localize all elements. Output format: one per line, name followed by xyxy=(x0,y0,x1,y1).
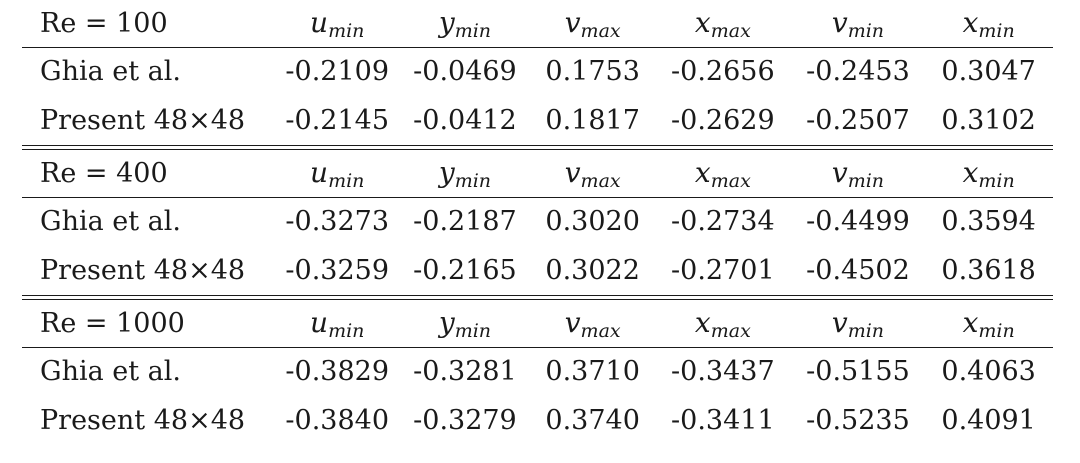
column-header: $y_{min}$ xyxy=(438,155,492,192)
table-cell: 0.3740 xyxy=(545,404,640,436)
table-cell: 0.3047 xyxy=(941,56,1036,87)
table-cell: -0.2187 xyxy=(413,206,517,237)
table-cell: 0.4091 xyxy=(941,404,1036,436)
table-cell: -0.2734 xyxy=(671,206,775,237)
column-header: $y_{min}$ xyxy=(438,305,492,342)
table-cell: -0.2507 xyxy=(806,104,910,136)
column-header: $v_{max}$ xyxy=(564,155,621,192)
column-header: $x_{min}$ xyxy=(962,305,1015,342)
table-cell: -0.4499 xyxy=(806,206,910,237)
table-cell: 0.3710 xyxy=(545,356,640,387)
table-cell: -0.2701 xyxy=(671,254,775,286)
table-row xyxy=(22,395,1053,445)
table-cell: -0.2165 xyxy=(413,254,517,286)
table-cell: 0.1817 xyxy=(545,104,640,136)
row-label: Present 48×48 xyxy=(40,404,246,436)
column-header: $x_{max}$ xyxy=(694,155,751,192)
table-cell: -0.3281 xyxy=(413,356,517,387)
column-header: $x_{min}$ xyxy=(962,155,1015,192)
column-header: $v_{min}$ xyxy=(831,5,885,42)
column-header: $v_{min}$ xyxy=(831,155,885,192)
table-cell: -0.3829 xyxy=(285,356,390,387)
table-cell: -0.5235 xyxy=(806,404,910,436)
table-row xyxy=(22,348,1053,395)
column-header: $u_{min}$ xyxy=(310,305,365,342)
table-cell: 0.3022 xyxy=(545,254,640,286)
column-header: $x_{max}$ xyxy=(694,305,751,342)
column-header: $v_{max}$ xyxy=(564,305,621,342)
reynolds-label: Re = 400 xyxy=(40,158,168,189)
column-header: $x_{max}$ xyxy=(694,5,751,42)
table-cell: -0.3279 xyxy=(413,404,517,436)
table-cell: -0.2453 xyxy=(806,56,910,87)
table-cell: 0.3618 xyxy=(941,254,1036,286)
table-cell: -0.2656 xyxy=(671,56,775,87)
table-cell: -0.3840 xyxy=(285,404,390,436)
table-header-row xyxy=(22,0,1053,47)
table-block-re-400 xyxy=(22,150,1053,295)
table-block-re-100 xyxy=(22,0,1053,145)
row-label: Ghia et al. xyxy=(40,56,181,87)
table-row xyxy=(22,95,1053,145)
table-cell: -0.3411 xyxy=(671,404,775,436)
comparison-table xyxy=(22,0,1053,445)
table-header-row xyxy=(22,300,1053,347)
reynolds-label: Re = 100 xyxy=(40,8,168,39)
table-cell: -0.2109 xyxy=(285,56,390,87)
table-cell: -0.5155 xyxy=(806,356,910,387)
table-cell: -0.2145 xyxy=(285,104,390,136)
reynolds-label: Re = 1000 xyxy=(40,308,185,339)
table-cell: -0.4502 xyxy=(806,254,910,286)
table-row xyxy=(22,48,1053,95)
table-row xyxy=(22,245,1053,295)
column-header: $v_{max}$ xyxy=(564,5,621,42)
column-header: $v_{min}$ xyxy=(831,305,885,342)
row-label: Present 48×48 xyxy=(40,254,246,286)
table-cell: 0.4063 xyxy=(941,356,1036,387)
table-cell: -0.3437 xyxy=(671,356,775,387)
table-cell: -0.3259 xyxy=(285,254,390,286)
row-label: Ghia et al. xyxy=(40,206,181,237)
column-header: $u_{min}$ xyxy=(310,155,365,192)
table-row xyxy=(22,198,1053,245)
table-block-re-1000 xyxy=(22,300,1053,445)
table-header-row xyxy=(22,150,1053,197)
row-label: Ghia et al. xyxy=(40,356,181,387)
table-cell: -0.2629 xyxy=(671,104,775,136)
table-cell: 0.3020 xyxy=(545,206,640,237)
table-cell: 0.1753 xyxy=(545,56,640,87)
row-label: Present 48×48 xyxy=(40,104,246,136)
table-cell: 0.3102 xyxy=(941,104,1036,136)
table-cell: 0.3594 xyxy=(941,206,1036,237)
column-header: $y_{min}$ xyxy=(438,5,492,42)
column-header: $x_{min}$ xyxy=(962,5,1015,42)
table-cell: -0.0469 xyxy=(413,56,517,87)
table-cell: -0.0412 xyxy=(413,104,517,136)
column-header: $u_{min}$ xyxy=(310,5,365,42)
table-cell: -0.3273 xyxy=(285,206,390,237)
